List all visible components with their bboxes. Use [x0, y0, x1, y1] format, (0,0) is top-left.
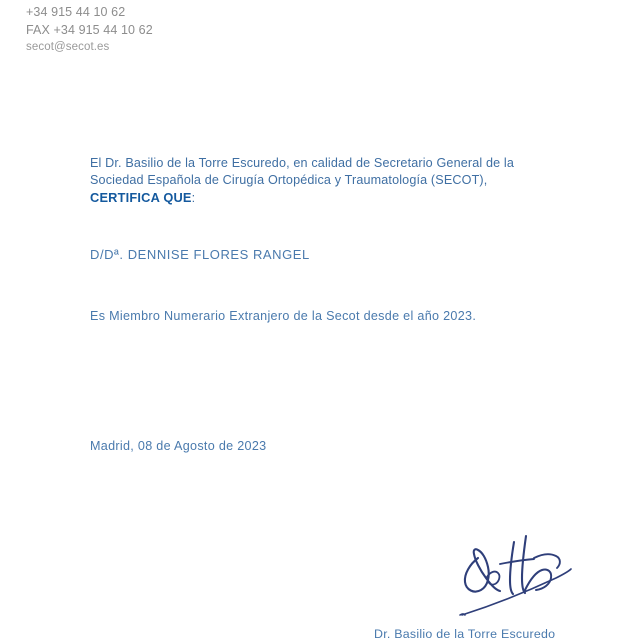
header-contact-block: [26, 4, 153, 57]
fax-number: FAX +34 915 44 10 62: [26, 22, 153, 37]
certifica-colon: :: [191, 191, 196, 206]
intro-line-1: El Dr. Basilio de la Torre Escuredo, en calidad de Secretario General de la: [90, 156, 515, 170]
certification-intro-paragraph: [90, 155, 560, 208]
phone-number: +34 915 44 10 62: [26, 5, 126, 19]
handwritten-signature: [430, 520, 620, 630]
signatory-name-caption: Dr. Basilio de la Torre Escuredo: [374, 627, 556, 641]
intro-line-2: Sociedad Española de Cirugía Ortopédica y Traumatología (SECOT),: [90, 173, 488, 188]
place-and-date: Madrid, 08 de Agosto de 2023: [90, 439, 267, 453]
certifica-que-heading: CERTIFICA QUE: [90, 190, 192, 206]
email-address: secot@secot.es: [26, 41, 110, 53]
membership-statement: Es Miembro Numerario Extranjero de la Secot desde el año 2023.: [90, 309, 477, 323]
recipient-name: D/Dª. DENNISE FLORES RANGEL: [90, 247, 310, 262]
